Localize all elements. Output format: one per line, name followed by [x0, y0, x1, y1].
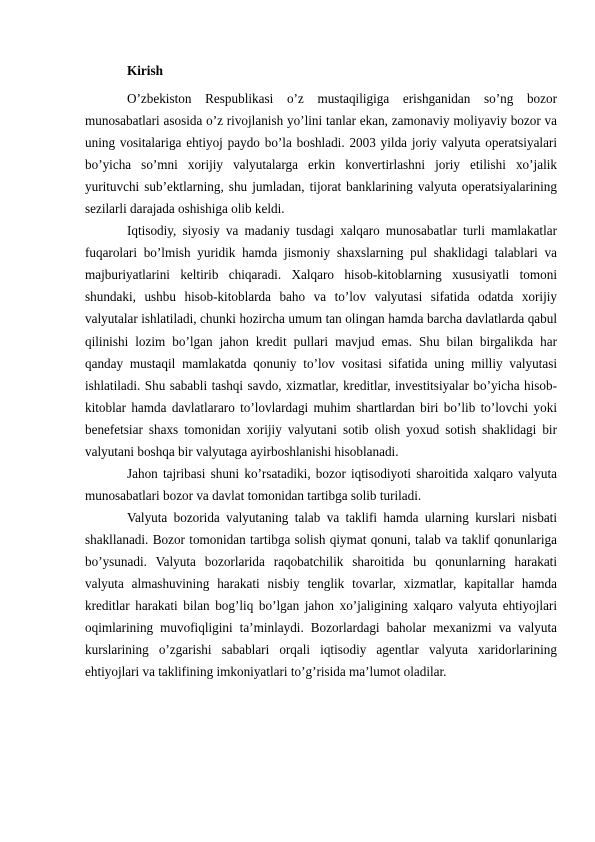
paragraph-3: Jahon tajribasi shuni ko’rsatadiki, bozor iqtisodiyoti sharoitida xalqaro valyuta munosabatlari bozor va davlat tomonidan tartibga solib turiladi. [85, 465, 557, 503]
section-heading: Kirish [127, 63, 163, 78]
paragraph-2: Iqtisodiy, siyosiy va madaniy tusdagi xalqaro munosabatlar turli mamlakatlar fuqarolari bo’lmish yuridik hamda jismoniy shaxslarning pul shaklidagi talablari va majburiyatlarini keltirib chiqaradi. Xalqaro hisob-kitoblarning xususiyatli tomoni shundaki, ushbu hisob-kitoblarda baho va to’lov valyutasi sifatida odatda xorijiy valyutalar ishlatiladi, chunki hozircha umum tan olingan hamda barcha davlatlarda qabul qilinishi lozim bo’lgan jahon kredit pullari mavjud emas. Shu bilan birgalikda har qanday mustaqil mamlakatda qonuniy to’lov vositasi sifatida uning milliy valyutasi ishlatiladi. Shu sababli tashqi savdo, xizmatlar, kreditlar, investitsiyalar bo’yicha hisob-kitoblar hamda davlatlararo to’lovlardagi muhim shartlardan biri bo’lib to’lovchi yoki benefetsiar shaxs tomonidan xorijiy valyutani sotib olish yoxud sotish shaklidagi bir valyutani boshqa bir valyutaga ayirboshlanishi hisoblanadi. [85, 223, 557, 459]
document-body [85, 60, 557, 683]
paragraph-4: Valyuta bozorida valyutaning talab va taklifi hamda ularning kurslari nisbati shakllanadi. Bozor tomonidan tartibga solish qiymat qonuni, talab va taklif qonunlariga bo’ysunadi. Valyuta bozorlarida raqobatchilik sharoitida bu qonunlarning harakati valyuta almashuvining harakati nisbiy tenglik tovarlar, xizmatlar, kapitallar hamda kreditlar harakati bilan bog’liq bo’lgan jahon xo’jaligining xalqaro valyuta ehtiyojlari oqimlarining muvofiqligini ta’minlaydi. Bozorlardagi baholar mexanizmi va valyuta kurslarining o’zgarishi sabablari orqali iqtisodiy agentlar valyuta xaridorlarining ehtiyojlari va taklifining imkoniyatlari to’g’risida ma’lumot oladilar. [85, 509, 557, 680]
paragraph-1: O’zbekiston Respublikasi o’z mustaqiligiga erishganidan so’ng bozor munosabatlari asosida o’z rivojlanish yo’lini tanlar ekan, zamonaviy moliyaviy bozor va uning vositalariga ehtiyoj paydo bo’la boshladi. 2003 yilda joriy valyuta operatsiyalari bo’yicha so’mni xorijiy valyutalarga erkin konvertirlashni joriy etilishi xo’jalik yurituvchi sub’ektlarning, shu jumladan, tijorat banklarining valyuta operatsiyalarining sezilarli darajada oshishiga olib keldi. [85, 91, 557, 217]
